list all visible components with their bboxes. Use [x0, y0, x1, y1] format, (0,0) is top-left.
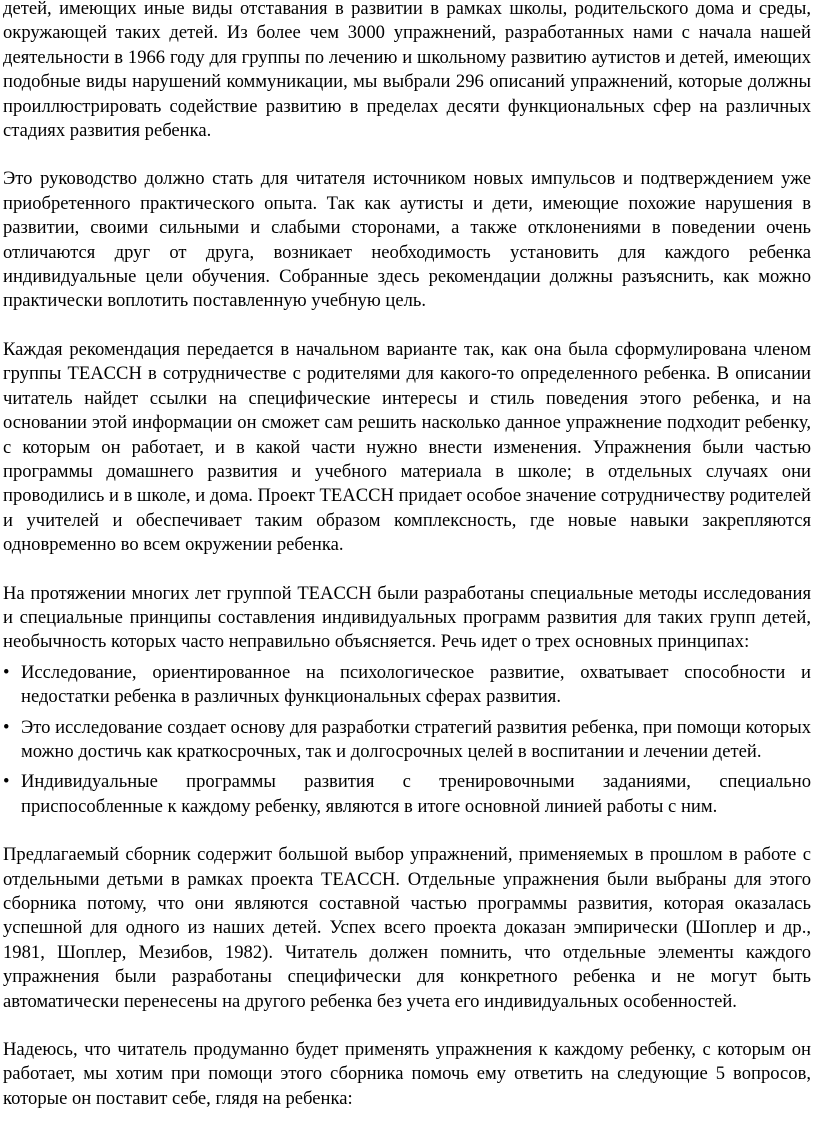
list-item-text: Исследование, ориентированное на психологическое развитие, охватывает способности и недостатки ребенка в различных функциональных сферах развития.: [21, 661, 811, 708]
paragraph-exercise-selection: детей, имеющих иные виды отставания в развитии в рамках школы, родительского дома и среды, окружающей таких детей. Из более чем 3000 упражнений, разработанных нами с начала нашей деятельности в 1966 году для группы по лечению и школьному развитию аутистов и детей, имеющих подобные виды нарушений коммуникации, мы выбрали 296 описаний упражнений, которые должны проиллюстрировать содействие развитию в пределах десяти функциональных сфер на различных стадиях развития ребенка.: [3, 0, 811, 142]
paragraph-guide-purpose: Это руководство должно стать для читателя источником новых импульсов и подтверждением уже приобретенного практического опыта. Так как аутисты и дети, имеющие похожие нарушения в развитии, своими сильными и слабыми сторонами, а также отклонениями в поведении очень отличаются друг от друга, возникает необходимость установить для каждого ребенка индивидуальные цели обучения. Собранные здесь рекомендации должны разъяснить, как можно практически воплотить поставленную учебную цель.: [3, 168, 811, 312]
paragraph-collection-description: Предлагаемый сборник содержит большой выбор упражнений, применяемых в прошлом в работе с отдельными детьми в рамках проекта TEACCH. Отдельные упражнения были выбраны для этого сборника потому, что они являются составной частью программы развития, которая оказалась успешной для одного из наших детей. Успех всего проекта доказан эмпирически (Шоплер и др., 1981, Шоплер, Мезибов, 1982). Читатель должен помнить, что отдельные элементы каждого упражнения были разработаны специфически для конкретного ребенка и не могут быть автоматически перенесены на другого ребенка без учета его индивидуальных особенностей.: [3, 844, 811, 1012]
paragraph-recommendation-format: Каждая рекомендация передается в начальном варианте так, как она была сформулирована членом группы TEACCH в сотрудничестве с родителями для какого-то определенного ребенка. В описании читатель найдет ссылки на специфические интересы и стиль поведения этого ребенка, и на основании этой информации он сможет сам решить насколько данное упражнение подходит ребенку, с которым он работает, и в какой части нужно внести изменения. Упражнения были частью программы домашнего развития и учебного материала в школе; в отдельных случаях они проводились и в школе, и дома. Проект TEACCH придает особое значение сотрудничеству родителей и учителей и обеспечивает таким образом комплексность, где новые навыки закрепляются одновременно во всем окружении ребенка.: [3, 338, 811, 556]
principles-list: [3, 661, 811, 819]
paragraph-reader-questions: Надеюсь, что читатель продуманно будет применять упражнения к каждому ребенку, с которым он работает, мы хотим при помощи этого сборника помочь ему ответить на следующие 5 вопросов, которые он поставит себе, глядя на ребенка:: [3, 1039, 811, 1109]
document-page: [3, 0, 811, 1135]
paragraph-teacch-principles-intro: На протяжении многих лет группой TEACCH были разработаны специальные методы исследования и специальные принципы составления индивидуальных программ развития для таких групп детей, необычность которых часто неправильно объясняется. Речь идет о трех основных принципах:: [3, 582, 811, 653]
list-item: [3, 770, 811, 819]
list-item-text: Это исследование создает основу для разработки стратегий развития ребенка, при помощи которых можно достичь как краткосрочных, так и долгосрочных целей в воспитании и лечении детей.: [21, 716, 812, 762]
list-item: [3, 661, 811, 710]
bullet-marker: •: [3, 661, 10, 683]
list-item: [3, 716, 811, 765]
bullet-marker: •: [3, 716, 10, 738]
bullet-marker: •: [3, 771, 10, 793]
list-item-text: Индивидуальные программы развития с тренировочными заданиями, специально приспособленные к каждому ребенку, являются в итоге основной линией работы с ним.: [21, 771, 811, 817]
